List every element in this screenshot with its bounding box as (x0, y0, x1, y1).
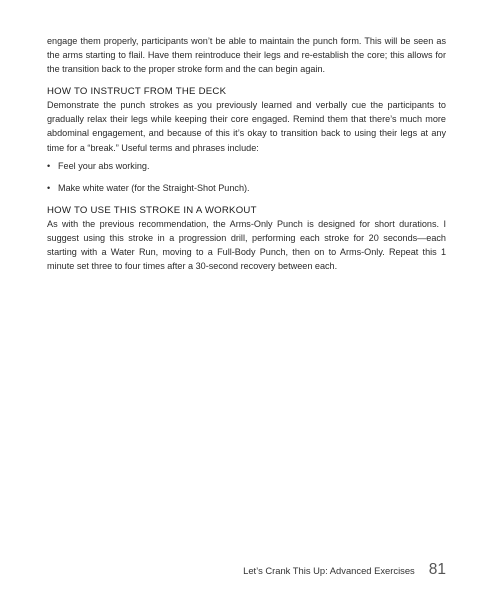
intro-paragraph: engage them properly, participants won’t be able to maintain the punch form. This will be seen as the arms starting to flail. Have them reintroduce their legs and re-establish the core; this allows for the transition back to the proper stroke form and the can begin again. (47, 36, 446, 75)
page-content (47, 34, 446, 273)
list-item-text: Make white water (for the Straight-Shot Punch). (58, 182, 250, 193)
bullet-icon: • (47, 160, 51, 171)
list-item (47, 182, 446, 195)
instruct-from-deck-paragraph: Demonstrate the punch strokes as you previously learned and verbally cue the participants to gradually relax their legs while keeping their core engaged. Remind them that there’s much more abdominal engagement, and because of this it’s okay to transition back to using their legs at any time for a “break.” Useful terms and phrases include: (47, 100, 446, 153)
bullet-icon: • (47, 182, 51, 193)
section-heading-use-in-workout: HOW TO USE THIS STROKE IN A WORKOUT (47, 204, 257, 216)
page-footer (243, 561, 446, 579)
use-in-workout-paragraph: As with the previous recommendation, the Arms-Only Punch is designed for short durations. I suggest using this stroke in a progression drill, performing each stroke for 20 seconds—each starting with a Water Run, moving to a Full-Body Punch, then on to Arms-Only. Repeat this 1 minute set three to four times after a 30-second recovery between each. (47, 218, 446, 271)
page-number: 81 (428, 561, 446, 578)
section-heading-instruct-from-deck: HOW TO INSTRUCT FROM THE DECK (47, 86, 227, 98)
list-item (47, 160, 446, 173)
list-item-text: Feel your abs working. (58, 160, 150, 171)
useful-phrases-list (47, 160, 446, 195)
running-footer-title: Let’s Crank This Up: Advanced Exercises (243, 565, 415, 576)
